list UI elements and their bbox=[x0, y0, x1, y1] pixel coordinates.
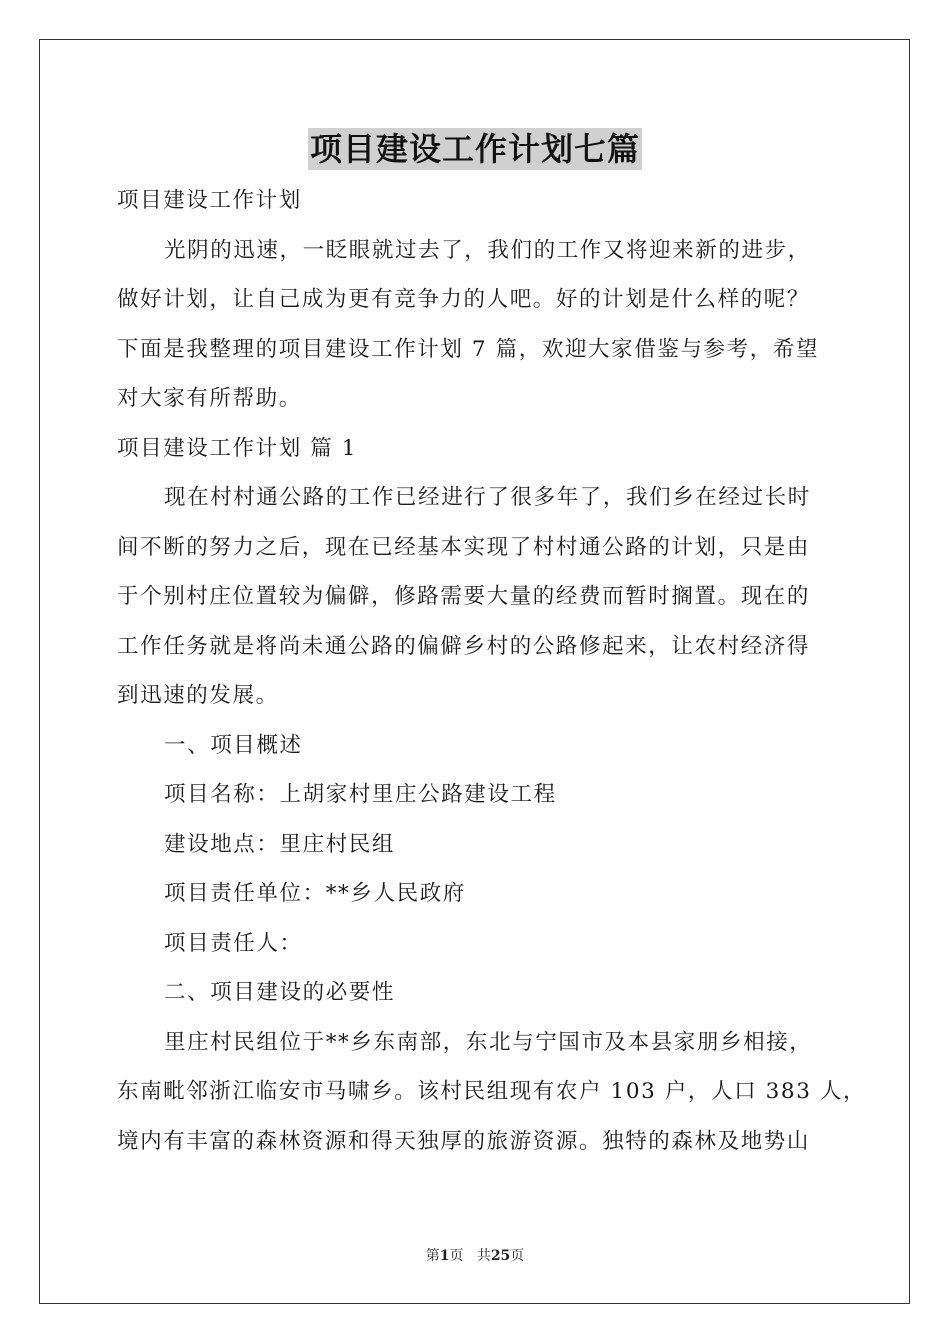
text-line: 光阴的迅速，一眨眼就过去了，我们的工作又将迎来新的进步， bbox=[164, 237, 811, 263]
text-line: 项目责任人： bbox=[164, 930, 303, 956]
text-line: 于个别村庄位置较为偏僻，修路需要大量的经费而暂时搁置。现在的 bbox=[117, 584, 811, 609]
document-title: 项目建设工作计划七篇 bbox=[309, 130, 640, 168]
text-line: 下面是我整理的项目建设工作计划 7 篇，欢迎大家借鉴与参考，希望 bbox=[117, 336, 820, 362]
text-line: 项目建设工作计划 篇 1 bbox=[117, 435, 358, 461]
text-line: 间不断的努力之后，现在已经基本实现了村村通公路的计划，只是由 bbox=[117, 534, 811, 560]
text-line: 一、项目概述 bbox=[164, 732, 303, 758]
page-prefix: 第 bbox=[425, 1248, 440, 1264]
text-line: 到迅速的发展。 bbox=[117, 683, 279, 708]
text-line: 项目名称：上胡家村里庄公路建设工程 bbox=[164, 782, 557, 807]
text-line: 东南毗邻浙江临安市马啸乡。该村民组现有农户 103 户，人口 383 人， bbox=[117, 1079, 867, 1104]
text-line: 做好计划，让自己成为更有竞争力的人吧。好的计划是什么样的呢？ bbox=[117, 287, 811, 312]
text-line: 项目建设工作计划 bbox=[117, 188, 302, 213]
text-line: 对大家有所帮助。 bbox=[117, 386, 302, 411]
document-body bbox=[117, 176, 867, 1166]
text-line: 建设地点：里庄村民组 bbox=[164, 831, 396, 857]
page-footer bbox=[0, 1246, 950, 1266]
page-suffix: 页 bbox=[449, 1248, 464, 1264]
text-line: 现在村村通公路的工作已经进行了很多年了，我们乡在经过长时 bbox=[164, 485, 811, 510]
text-line: 工作任务就是将尚未通公路的偏僻乡村的公路修起来，让农村经济得 bbox=[117, 633, 811, 659]
text-line: 二、项目建设的必要性 bbox=[164, 980, 396, 1005]
page-number: 1 bbox=[439, 1248, 450, 1264]
total-suffix: 页 bbox=[510, 1248, 525, 1264]
title-wrap bbox=[0, 128, 950, 170]
text-line: 项目责任单位：**乡人民政府 bbox=[164, 881, 466, 906]
total-prefix: 共 bbox=[476, 1248, 491, 1264]
text-line: 境内有丰富的森林资源和得天独厚的旅游资源。独特的森林及地势山 bbox=[117, 1128, 811, 1154]
text-line: 里庄村民组位于**乡东南部，东北与宁国市及本县家朋乡相接， bbox=[164, 1029, 813, 1055]
total-pages: 25 bbox=[490, 1248, 511, 1264]
